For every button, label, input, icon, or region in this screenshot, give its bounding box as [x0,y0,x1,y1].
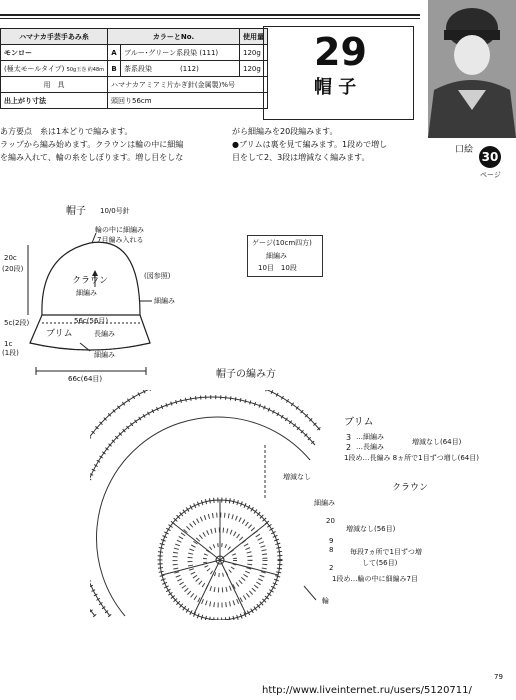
page-ref-prefix: 口絵 [455,145,474,155]
chart-row3: 3 [346,433,352,442]
chart-r20: 20 [326,517,335,525]
instr-right-1: がら細編みを20段編みます。 [232,127,338,136]
height-brim-cm: 5c(2段) [4,319,30,327]
title-box [263,26,414,120]
model-photo [428,0,516,138]
size-label: 出上がり寸法 [1,93,108,109]
brim-arc [90,390,320,616]
row-b-code: B [108,61,121,77]
row-b-amount: 120g [240,61,268,77]
diagram-hook: 10/0号針 [100,207,130,215]
col-amount-header: 使用量 [240,29,268,45]
chart-r8: 8 [329,546,334,554]
gauge-stitch: 細編み [266,252,287,260]
col-color-header: カラーとNo. [108,29,240,45]
height-crown-cm: 20c [4,254,17,262]
crown-sub: 細編み [76,289,97,297]
height-bottom-rows: (1段) [2,349,19,357]
label-center: 輪の中に細編み [95,226,144,234]
ring-pointer [304,586,316,600]
chart-sc: 細編み [314,499,335,507]
chart-no-change2: 増減なし(56目) [346,525,396,533]
instr-left-1: あ方要点 糸は1本どりで編みます。 [0,127,133,136]
chart-brim: ブリム [344,417,374,428]
chart-ring: 輪 [322,597,329,605]
chart-row3-text: …細編み [356,433,384,441]
chart-no-change: 増減なし [283,473,311,481]
chart-row-incdec: 増減なし(64目) [412,438,462,446]
yarn-type [1,61,108,77]
chart-every-row: 毎段7ヵ所で1目ずつ増 [350,548,422,556]
chart-row2-text: …長編み [356,443,384,451]
brim-sub2: 細編み [94,351,115,359]
label-center2: 7目編み入れる [97,236,144,244]
chart-title: 帽子の編み方 [216,369,276,380]
outer-width: 66c(64目) [68,375,103,383]
chart-row2: 2 [346,443,352,452]
materials-table [0,28,268,109]
chart-r1-text: 1段め…輪の中に細編み7目 [332,575,418,583]
ref-diagram: (図参照) [144,272,171,280]
height-crown-rows: (20段) [2,265,24,273]
chart-row1-text: 1段め…長編み 8ヵ所で1目ずつ増し(64目) [344,454,479,462]
height-bottom-cm: 1c [4,340,13,348]
page-ref-badge: 30 [479,146,501,168]
instr-right-2: ●ブリムは裏を見て編みます。1段めで増し [232,140,388,149]
row-a-code: A [108,45,121,61]
page-number: 79 [494,673,503,681]
gauge-value: 10目 10段 [258,264,297,272]
source-url: http://www.liveinternet.ru/users/5120711/ [262,685,472,696]
instr-left-3: を編み入れて、輪の糸をしぼります。増し目をしな [0,153,184,162]
yarn-type-text: (極太モールタイプ) [4,64,65,73]
chart-every-row2: して(56目) [362,559,398,567]
row-a-amount: 120g [240,45,268,61]
inner-width: 56c(56目) [74,317,109,325]
crown-circle [160,500,280,620]
row-a-color: ブルー･グリーン系段染 (111) [121,45,240,61]
instr-right-3: 目をして2、3段は増減なく編みます。 [232,153,370,162]
brim-label: ブリム [46,329,73,339]
gauge-title: ゲージ(10cm四方) [252,239,312,247]
model-photo-drawing [428,0,516,138]
center-pointer [92,233,96,243]
yarn-name: モンロー [1,45,108,61]
brim-sub: 長編み [94,330,115,338]
col-yarn-header: ハマナカ手芸手あみ糸 [1,29,108,45]
crown-label: クラウン [72,276,109,286]
top-rule [0,14,420,16]
gauge-box [247,235,323,277]
page-ref-suffix: ページ [480,171,501,179]
row-b-color: 茶系段染 (112) [121,61,240,77]
tool-value: ハマナカアミアミ片かぎ針(金属製)%号 [108,77,268,93]
top-rule-thin [0,18,420,19]
size-value: 頭回り56cm [108,93,268,109]
title-number: 29 [314,30,367,74]
chart-r9: 9 [329,537,334,545]
right-label: 細編み [154,297,175,305]
instr-left-2: ラップから編み始めます。クラウンは輪の中に細編 [0,140,184,149]
chart-r2: 2 [329,564,334,572]
tool-label: 用 具 [1,77,108,93]
yarn-spec: 50g玉巻 約48m [66,66,105,73]
chart-crown: クラウン [392,483,429,493]
diagram-title: 帽子 [66,206,86,217]
title-text: 帽 子 [314,77,357,98]
